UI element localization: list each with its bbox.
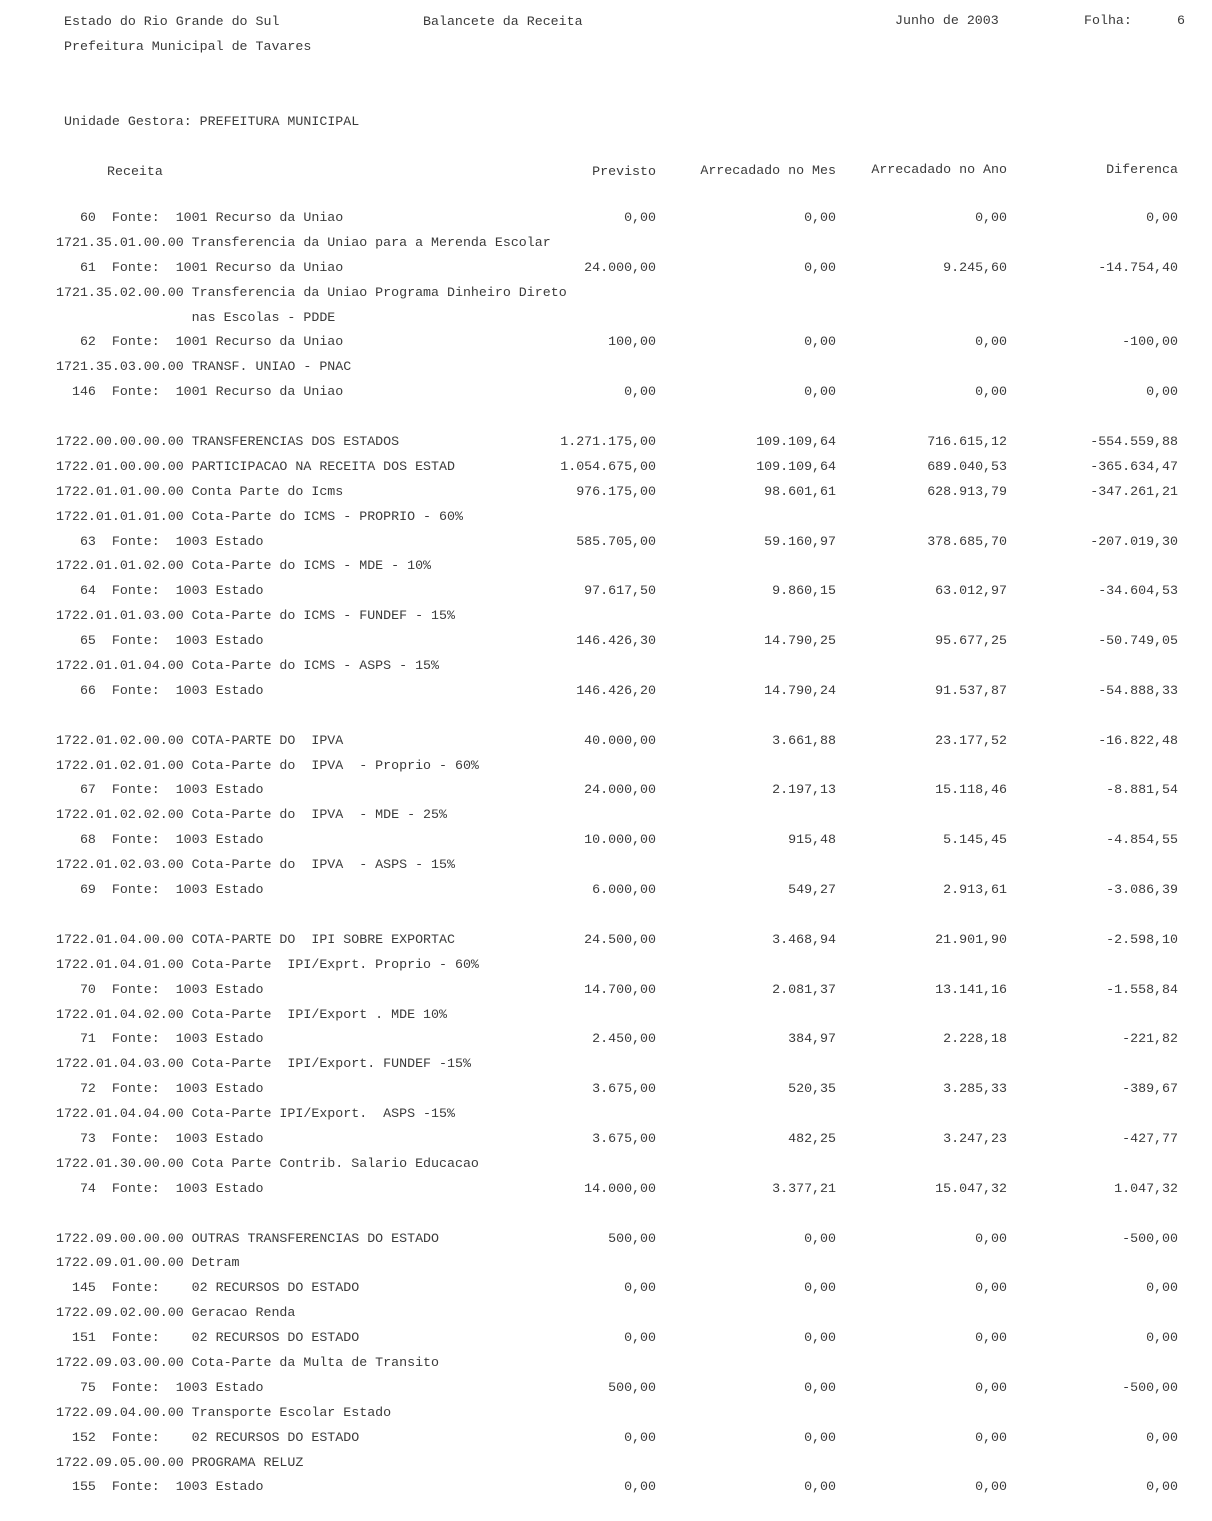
cell-arrecadado-ano: 0,00 <box>975 1280 1007 1296</box>
cell-diferenca: -34.604,53 <box>1098 583 1178 599</box>
row-label: 1722.09.02.00.00 Geracao Renda <box>56 1305 296 1321</box>
table-row <box>0 681 1212 706</box>
row-label: 67 Fonte: 1003 Estado <box>56 782 264 798</box>
row-label: 1722.00.00.00.00 TRANSFERENCIAS DOS ESTADOS <box>56 434 400 450</box>
cell-diferenca: -16.822,48 <box>1098 732 1178 748</box>
table-row <box>0 1453 1212 1478</box>
row-label: 152 Fonte: 02 RECURSOS DO ESTADO <box>56 1429 360 1445</box>
cell-diferenca: 1.047,32 <box>1114 1180 1178 1196</box>
row-label: 1722.01.00.00.00 PARTICIPACAO NA RECEITA DOS ESTAD <box>56 458 455 474</box>
row-label: 1722.09.04.00.00 Transporte Escolar Estado <box>56 1404 392 1420</box>
row-label: 1722.09.05.00.00 PROGRAMA RELUZ <box>56 1454 304 1470</box>
cell-arrecadado-ano: 689.040,53 <box>927 458 1007 474</box>
cell-previsto: 146.426,20 <box>576 682 656 698</box>
row-label: 68 Fonte: 1003 Estado <box>56 832 264 848</box>
row-label: 72 Fonte: 1003 Estado <box>56 1081 264 1097</box>
cell-previsto: 0,00 <box>624 210 656 225</box>
table-row <box>0 606 1212 631</box>
table-row <box>0 1054 1212 1079</box>
cell-arrecadado-mes: 0,00 <box>804 210 836 225</box>
table-row <box>0 332 1212 357</box>
row-spacer <box>0 706 1212 731</box>
row-label: 1722.01.04.03.00 Cota-Parte IPI/Export. FUNDEF -15% <box>56 1056 471 1072</box>
table-row <box>0 283 1212 308</box>
cell-diferenca: -389,67 <box>1122 1081 1178 1097</box>
cell-arrecadado-ano: 95.677,25 <box>935 633 1007 649</box>
row-label: 61 Fonte: 1001 Recurso da Uniao <box>56 259 344 275</box>
row-label: 1721.35.03.00.00 TRANSF. UNIAO - PNAC <box>56 359 352 375</box>
row-label: 146 Fonte: 1001 Recurso da Uniao <box>56 384 344 400</box>
cell-arrecadado-mes: 109.109,64 <box>756 434 836 450</box>
cell-arrecadado-ano: 5.145,45 <box>943 832 1007 848</box>
table-row <box>0 532 1212 557</box>
cell-arrecadado-mes: 2.197,13 <box>772 782 836 798</box>
report-period: Junho de 2003 <box>895 13 999 28</box>
cell-arrecadado-mes: 109.109,64 <box>756 458 836 474</box>
table-row <box>0 1253 1212 1278</box>
cell-arrecadado-ano: 3.285,33 <box>943 1081 1007 1097</box>
cell-diferenca: -14.754,40 <box>1098 259 1178 275</box>
row-label: 1722.01.01.00.00 Conta Parte do Icms <box>56 483 344 499</box>
cell-arrecadado-mes: 0,00 <box>804 1280 836 1296</box>
cell-arrecadado-ano: 3.247,23 <box>943 1130 1007 1146</box>
cell-previsto: 146.426,30 <box>576 633 656 649</box>
table-row <box>0 805 1212 830</box>
cell-diferenca: 0,00 <box>1146 1429 1178 1445</box>
cell-arrecadado-mes: 0,00 <box>804 1330 836 1346</box>
cell-previsto: 24.000,00 <box>584 259 656 275</box>
row-label: 60 Fonte: 1001 Recurso da Uniao <box>56 210 344 225</box>
cell-previsto: 40.000,00 <box>584 732 656 748</box>
row-label: 63 Fonte: 1003 Estado <box>56 533 264 549</box>
table-row <box>0 507 1212 532</box>
table-row <box>0 258 1212 283</box>
cell-arrecadado-mes: 9.860,15 <box>772 583 836 599</box>
cell-arrecadado-ano: 0,00 <box>975 1330 1007 1346</box>
cell-previsto: 0,00 <box>624 1280 656 1296</box>
cell-arrecadado-ano: 0,00 <box>975 1429 1007 1445</box>
row-label: nas Escolas - PDDE <box>56 309 336 325</box>
cell-diferenca: -2.598,10 <box>1106 931 1178 947</box>
cell-arrecadado-mes: 0,00 <box>804 334 836 350</box>
row-label: 1721.35.02.00.00 Transferencia da Uniao Programa Dinheiro Direto <box>56 284 567 300</box>
cell-arrecadado-ano: 13.141,16 <box>935 981 1007 997</box>
row-label: 1722.01.04.04.00 Cota-Parte IPI/Export. ASPS -15% <box>56 1106 455 1122</box>
cell-arrecadado-mes: 98.601,61 <box>764 483 836 499</box>
row-label: 75 Fonte: 1003 Estado <box>56 1379 264 1395</box>
row-spacer <box>0 905 1212 930</box>
cell-diferenca: -347.261,21 <box>1090 483 1178 499</box>
row-label: 1722.01.02.01.00 Cota-Parte do IPVA - Proprio - 60% <box>56 757 479 773</box>
cell-arrecadado-mes: 0,00 <box>804 1230 836 1246</box>
managing-unit: Unidade Gestora: PREFEITURA MUNICIPAL <box>64 114 360 129</box>
table-row <box>0 208 1212 233</box>
row-label: 70 Fonte: 1003 Estado <box>56 981 264 997</box>
row-label: 1722.01.30.00.00 Cota Parte Contrib. Salario Educacao <box>56 1155 479 1171</box>
column-header-arrecadado-mes: Arrecadado no Mes <box>700 163 836 178</box>
table-row <box>0 830 1212 855</box>
cell-previsto: 0,00 <box>624 1429 656 1445</box>
row-label: 1722.01.01.04.00 Cota-Parte do ICMS - ASPS - 15% <box>56 658 440 674</box>
cell-previsto: 24.000,00 <box>584 782 656 798</box>
table-row <box>0 756 1212 781</box>
row-spacer <box>0 407 1212 432</box>
cell-arrecadado-mes: 482,25 <box>788 1130 836 1146</box>
cell-arrecadado-mes: 384,97 <box>788 1031 836 1047</box>
row-label: 73 Fonte: 1003 Estado <box>56 1130 264 1146</box>
cell-arrecadado-ano: 91.537,87 <box>935 682 1007 698</box>
cell-diferenca: -554.559,88 <box>1090 434 1178 450</box>
cell-arrecadado-ano: 0,00 <box>975 1479 1007 1495</box>
table-row <box>0 855 1212 880</box>
row-label: 1722.01.01.02.00 Cota-Parte do ICMS - MDE - 10% <box>56 558 432 574</box>
cell-arrecadado-mes: 0,00 <box>804 1479 836 1495</box>
cell-previsto: 0,00 <box>624 1330 656 1346</box>
row-label: 65 Fonte: 1003 Estado <box>56 633 264 649</box>
table-row <box>0 556 1212 581</box>
table-row <box>0 382 1212 407</box>
row-label: 74 Fonte: 1003 Estado <box>56 1180 264 1196</box>
table-row <box>0 1428 1212 1453</box>
header-municipality: Prefeitura Municipal de Tavares <box>64 39 312 54</box>
row-label: 1722.09.03.00.00 Cota-Parte da Multa de Transito <box>56 1354 440 1370</box>
table-row <box>0 1229 1212 1254</box>
cell-diferenca: -500,00 <box>1122 1379 1178 1395</box>
report-title: Balancete da Receita <box>423 14 583 29</box>
cell-diferenca: -1.558,84 <box>1106 981 1178 997</box>
cell-previsto: 500,00 <box>608 1230 656 1246</box>
cell-diferenca: 0,00 <box>1146 210 1178 225</box>
cell-diferenca: -4.854,55 <box>1106 832 1178 848</box>
cell-previsto: 0,00 <box>624 1479 656 1495</box>
table-row <box>0 1403 1212 1428</box>
column-header-arrecadado-ano: Arrecadado no Ano <box>871 162 1007 177</box>
cell-previsto: 1.271.175,00 <box>560 434 656 450</box>
table-row <box>0 1104 1212 1129</box>
cell-arrecadado-ano: 2.913,61 <box>943 882 1007 898</box>
row-label: 64 Fonte: 1003 Estado <box>56 583 264 599</box>
cell-previsto: 0,00 <box>624 384 656 400</box>
cell-diferenca: -427,77 <box>1122 1130 1178 1146</box>
cell-diferenca: -100,00 <box>1122 334 1178 350</box>
cell-diferenca: -365.634,47 <box>1090 458 1178 474</box>
cell-previsto: 6.000,00 <box>592 882 656 898</box>
row-label: 1722.01.01.03.00 Cota-Parte do ICMS - FUNDEF - 15% <box>56 608 455 624</box>
table-row <box>0 581 1212 606</box>
table-row <box>0 357 1212 382</box>
cell-diferenca: -8.881,54 <box>1106 782 1178 798</box>
cell-previsto: 14.700,00 <box>584 981 656 997</box>
cell-arrecadado-ano: 0,00 <box>975 210 1007 225</box>
cell-previsto: 97.617,50 <box>584 583 656 599</box>
row-label: 1722.01.02.03.00 Cota-Parte do IPVA - ASPS - 15% <box>56 857 455 873</box>
column-header-diferenca: Diferenca <box>1106 162 1178 177</box>
cell-arrecadado-mes: 0,00 <box>804 1379 836 1395</box>
row-label: 1722.01.02.02.00 Cota-Parte do IPVA - MDE - 25% <box>56 807 447 823</box>
table-row <box>0 1029 1212 1054</box>
row-spacer <box>0 1204 1212 1229</box>
cell-arrecadado-ano: 378.685,70 <box>927 533 1007 549</box>
cell-diferenca: -54.888,33 <box>1098 682 1178 698</box>
row-label: 155 Fonte: 1003 Estado <box>56 1479 264 1495</box>
cell-arrecadado-ano: 0,00 <box>975 1379 1007 1395</box>
cell-arrecadado-ano: 0,00 <box>975 334 1007 350</box>
table-row <box>0 1179 1212 1204</box>
cell-diferenca: -3.086,39 <box>1106 882 1178 898</box>
cell-arrecadado-ano: 9.245,60 <box>943 259 1007 275</box>
cell-arrecadado-mes: 0,00 <box>804 1429 836 1445</box>
cell-previsto: 500,00 <box>608 1379 656 1395</box>
cell-arrecadado-ano: 628.913,79 <box>927 483 1007 499</box>
row-label: 62 Fonte: 1001 Recurso da Uniao <box>56 334 344 350</box>
cell-previsto: 1.054.675,00 <box>560 458 656 474</box>
cell-previsto: 2.450,00 <box>592 1031 656 1047</box>
table-row <box>0 980 1212 1005</box>
table-row <box>0 308 1212 333</box>
table-row <box>0 1005 1212 1030</box>
cell-arrecadado-mes: 3.377,21 <box>772 1180 836 1196</box>
table-row <box>0 880 1212 905</box>
table-row <box>0 1378 1212 1403</box>
cell-arrecadado-ano: 15.047,32 <box>935 1180 1007 1196</box>
row-label: 145 Fonte: 02 RECURSOS DO ESTADO <box>56 1280 360 1296</box>
cell-arrecadado-mes: 915,48 <box>788 832 836 848</box>
cell-diferenca: 0,00 <box>1146 384 1178 400</box>
cell-diferenca: -50.749,05 <box>1098 633 1178 649</box>
header-state: Estado do Rio Grande do Sul <box>64 14 280 29</box>
row-label: 1721.35.01.00.00 Transferencia da Uniao para a Merenda Escolar <box>56 234 551 250</box>
cell-diferenca: 0,00 <box>1146 1479 1178 1495</box>
row-label: 151 Fonte: 02 RECURSOS DO ESTADO <box>56 1330 360 1346</box>
cell-arrecadado-mes: 0,00 <box>804 259 836 275</box>
row-label: 66 Fonte: 1003 Estado <box>56 682 264 698</box>
table-row <box>0 955 1212 980</box>
row-label: 1722.09.01.00.00 Detram <box>56 1255 240 1271</box>
cell-diferenca: -221,82 <box>1122 1031 1178 1047</box>
cell-arrecadado-ano: 23.177,52 <box>935 732 1007 748</box>
row-label: 1722.09.00.00.00 OUTRAS TRANSFERENCIAS DO ESTADO <box>56 1230 440 1246</box>
table-row <box>0 1154 1212 1179</box>
cell-arrecadado-ano: 0,00 <box>975 384 1007 400</box>
cell-arrecadado-mes: 0,00 <box>804 384 836 400</box>
row-label: 1722.01.04.01.00 Cota-Parte IPI/Exprt. Proprio - 60% <box>56 956 479 972</box>
sheet-number: 6 <box>1177 13 1185 28</box>
cell-previsto: 14.000,00 <box>584 1180 656 1196</box>
cell-arrecadado-ano: 716.615,12 <box>927 434 1007 450</box>
column-header-receita: Receita <box>107 164 163 179</box>
cell-arrecadado-ano: 63.012,97 <box>935 583 1007 599</box>
revenue-table <box>0 208 1212 1502</box>
row-label: 1722.01.01.01.00 Cota-Parte do ICMS - PROPRIO - 60% <box>56 508 463 524</box>
table-row <box>0 457 1212 482</box>
row-label: 1722.01.04.00.00 COTA-PARTE DO IPI SOBRE EXPORTAC <box>56 931 455 947</box>
cell-arrecadado-mes: 3.468,94 <box>772 931 836 947</box>
cell-arrecadado-mes: 59.160,97 <box>764 533 836 549</box>
cell-arrecadado-mes: 14.790,24 <box>764 682 836 698</box>
cell-arrecadado-ano: 0,00 <box>975 1230 1007 1246</box>
cell-diferenca: -207.019,30 <box>1090 533 1178 549</box>
table-row <box>0 656 1212 681</box>
cell-diferenca: -500,00 <box>1122 1230 1178 1246</box>
row-label: 69 Fonte: 1003 Estado <box>56 882 264 898</box>
cell-previsto: 976.175,00 <box>576 483 656 499</box>
table-row <box>0 1353 1212 1378</box>
table-row <box>0 1477 1212 1502</box>
table-row <box>0 1303 1212 1328</box>
cell-previsto: 3.675,00 <box>592 1130 656 1146</box>
cell-arrecadado-ano: 2.228,18 <box>943 1031 1007 1047</box>
sheet-label: Folha: <box>1084 13 1132 28</box>
cell-previsto: 585.705,00 <box>576 533 656 549</box>
cell-previsto: 100,00 <box>608 334 656 350</box>
table-row <box>0 1129 1212 1154</box>
table-row <box>0 780 1212 805</box>
cell-arrecadado-mes: 3.661,88 <box>772 732 836 748</box>
cell-arrecadado-ano: 21.901,90 <box>935 931 1007 947</box>
row-label: 71 Fonte: 1003 Estado <box>56 1031 264 1047</box>
table-row <box>0 1278 1212 1303</box>
cell-diferenca: 0,00 <box>1146 1280 1178 1296</box>
cell-previsto: 10.000,00 <box>584 832 656 848</box>
table-row <box>0 233 1212 258</box>
cell-arrecadado-mes: 14.790,25 <box>764 633 836 649</box>
column-header-previsto: Previsto <box>592 164 656 179</box>
cell-previsto: 24.500,00 <box>584 931 656 947</box>
cell-arrecadado-mes: 549,27 <box>788 882 836 898</box>
row-label: 1722.01.02.00.00 COTA-PARTE DO IPVA <box>56 732 344 748</box>
row-label: 1722.01.04.02.00 Cota-Parte IPI/Export . MDE 10% <box>56 1006 447 1022</box>
cell-arrecadado-mes: 2.081,37 <box>772 981 836 997</box>
table-row <box>0 482 1212 507</box>
table-row <box>0 930 1212 955</box>
cell-arrecadado-mes: 520,35 <box>788 1081 836 1097</box>
table-row <box>0 1079 1212 1104</box>
table-row <box>0 631 1212 656</box>
cell-arrecadado-ano: 15.118,46 <box>935 782 1007 798</box>
cell-diferenca: 0,00 <box>1146 1330 1178 1346</box>
table-row <box>0 1328 1212 1353</box>
table-row <box>0 731 1212 756</box>
table-row <box>0 432 1212 457</box>
cell-previsto: 3.675,00 <box>592 1081 656 1097</box>
